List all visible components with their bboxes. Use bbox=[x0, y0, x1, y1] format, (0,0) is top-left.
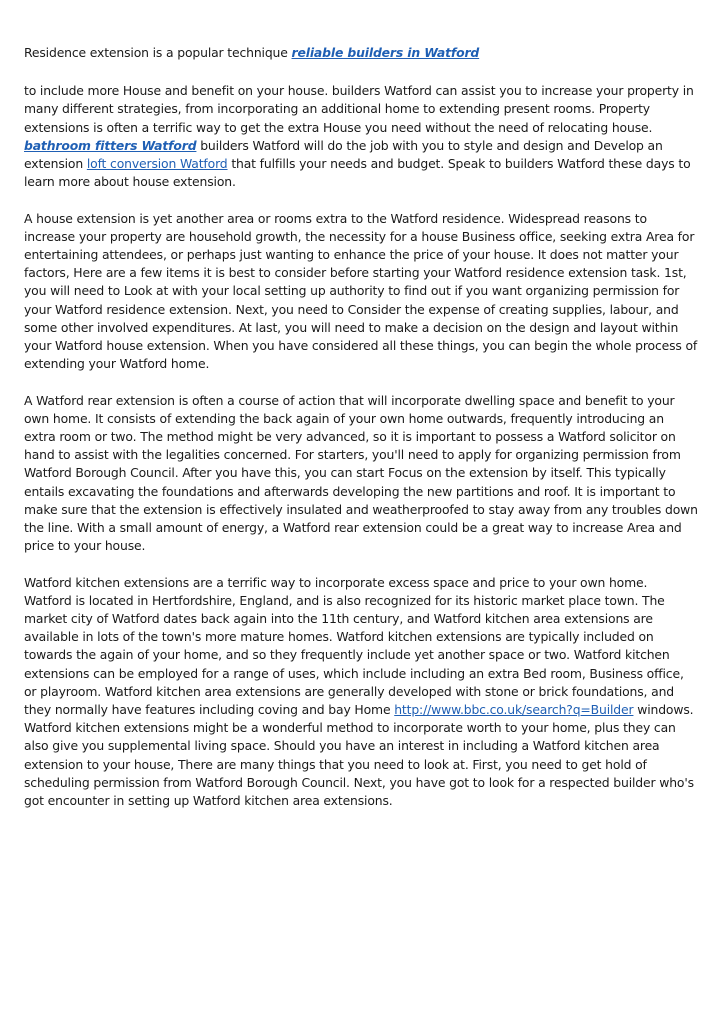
paragraph-3: A Watford rear extension is often a course of action that will incorporate dwelling space and benefit to your own home. It consists of extending the back again of your own home outwards, frequently introducing an extra room or two. The method might be very advanced, so it is important to possess a Watford solicitor on hand to assist with the legalities concerned. For starters, you'll need to apply for organizing permission from Watford Borough Council. After you have this, you can start Focus on the extension by itself. This typically entails excavating the foundations and afterwards developing the new partitions and roof. It is important to make sure that the extension is effectively insulated and weatherproofed to stay away from any troubles down the line. With a small amount of energy, a Watford rear extension could be a great way to increase Area and price to your house. bbox=[24, 392, 698, 554]
paragraph-text: Residence extension is a popular technique bbox=[24, 45, 292, 60]
paragraph-text: that fulfills your needs and budget. Speak to builders Watford these days to learn more about house extension. bbox=[24, 156, 691, 190]
link-reliable-builders[interactable]: reliable builders in Watford bbox=[291, 45, 480, 60]
paragraph-intro bbox=[24, 44, 698, 62]
paragraph-text: windows. Watford kitchen extensions might be a wonderful method to incorporate worth to your home, plus they can also give you supplemental living space. Should you have an interest in including a Watford kitchen area extension to your house, There are many things that you need to look at. First, you need to get hold of scheduling permission from Watford Borough Council. Next, you have got to look for a respected builder who's got encounter in setting up Watford kitchen area extensions. bbox=[24, 702, 694, 809]
link-bbc-search[interactable]: http://www.bbc.co.uk/search?q=Builder bbox=[394, 702, 634, 718]
paragraph-text: Watford kitchen extensions are a terrific way to incorporate excess space and price to your own home. Watford is located in Hertfordshire, England, and is also recognized for its historic market place town. The market city of Watford dates back again into the 11th century, and Watford kitchen area extensions are available in lots of the town's more mature homes. Watford kitchen extensions are typically included on towards the again of your home, and so they frequently include yet another space or two. Watford kitchen extensions can be employed for a range of uses, which include including an extra Bed room, Business office, or playroom. Watford kitchen area extensions are generally developed with stone or brick foundations, and they normally have features including coving and bay Home bbox=[24, 574, 684, 718]
paragraph-text: to include more House and benefit on your house. builders Watford can assist you to increase your property in many different strategies, from incorporating an additional home to extending present rooms. Property extensions is often a terrific way to get the extra House you need without the need of relocating house. bbox=[24, 83, 694, 135]
document-body bbox=[24, 44, 698, 828]
link-bathroom-fitters[interactable]: bathroom fitters Watford bbox=[24, 137, 197, 153]
link-loft-conversion[interactable]: loft conversion Watford bbox=[86, 156, 228, 172]
paragraph-text: builders Watford will do the job with you to style and design and Develop an extension bbox=[24, 137, 663, 172]
paragraph-4 bbox=[24, 574, 698, 811]
paragraph-2: A house extension is yet another area or rooms extra to the Watford residence. Widespread reasons to increase your property are household growth, the necessity for a house Business office, seeking extra Area for entertaining attendees, or perhaps just wanting to enhance the price of your house. It does not matter your factors, Here are a few items it is best to consider before starting your Watford residence extension task. 1st, you will need to Look at with your local setting up authority to find out if you want organizing permission for your Watford residence extension. Next, you need to Consider the expense of creating supplies, labour, and some other involved expenditures. At last, you will need to make a decision on the design and layout within your Watford house extension. When you have considered all these things, you can begin the whole process of extending your Watford home. bbox=[24, 210, 698, 372]
paragraph-1 bbox=[24, 82, 698, 191]
